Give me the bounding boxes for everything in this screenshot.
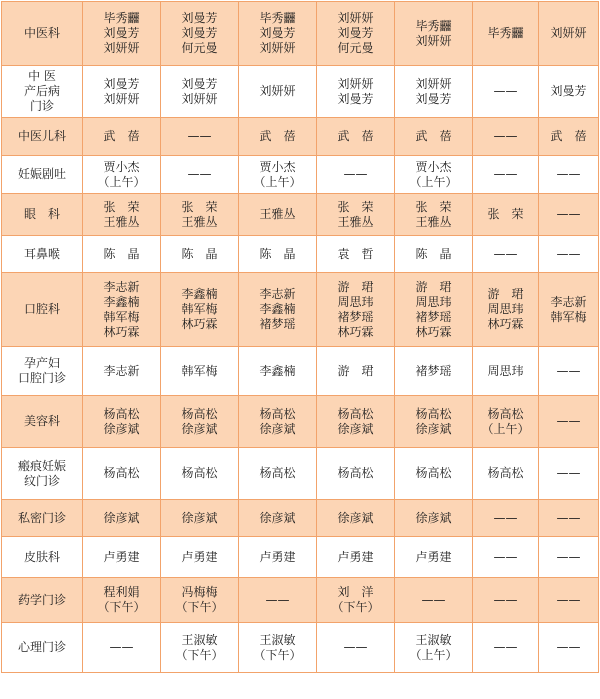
doctor-cell: [473, 537, 539, 578]
doctor-name: 毕秀䨻: [487, 26, 524, 40]
department-cell: [2, 194, 83, 236]
doctor-name: 杨高松: [415, 406, 452, 421]
doctor-name: 张 荣: [103, 199, 140, 214]
doctor-cell: [317, 66, 395, 118]
doctor-name: 徐彦斌: [103, 510, 140, 525]
department-cell: [2, 273, 83, 347]
doctor-cell: [539, 623, 599, 673]
doctor-cell: [395, 623, 473, 673]
doctor-name: 刘曼芳: [181, 26, 218, 40]
doctor-name: （上午）: [253, 174, 302, 189]
doctor-cell: [317, 118, 395, 156]
doctor-name: 刘曼芳: [259, 26, 296, 40]
no-clinic-dash: ——: [493, 84, 518, 98]
department-cell: [2, 396, 83, 448]
doctor-cell: [473, 578, 539, 623]
doctor-name: 李鑫楠: [181, 287, 218, 301]
doctor-name: 何元曼: [181, 41, 218, 55]
department-label: 中 医: [28, 69, 56, 83]
doctor-name: 刘妍妍: [415, 33, 452, 48]
department-label: 口腔科: [23, 302, 60, 316]
doctor-name: 杨高松: [337, 466, 374, 480]
no-clinic-dash: ——: [493, 549, 518, 564]
doctor-cell: [473, 347, 539, 396]
no-clinic-dash: ——: [556, 510, 581, 525]
doctor-cell: [395, 448, 473, 500]
doctor-name: （下午）: [175, 647, 224, 662]
doctor-name: 刘 洋: [337, 585, 374, 599]
doctor-cell: [317, 347, 395, 396]
doctor-name: 卢勇建: [337, 549, 374, 564]
doctor-cell: [83, 194, 161, 236]
doctor-cell: [83, 396, 161, 448]
department-cell: [2, 578, 83, 623]
doctor-cell: [317, 537, 395, 578]
department-label: 私密门诊: [17, 510, 66, 525]
doctor-cell: [395, 66, 473, 118]
no-clinic-dash: ——: [493, 167, 518, 181]
doctor-cell: [395, 2, 473, 66]
doctor-cell: [161, 194, 239, 236]
doctor-name: 李鑫楠: [259, 302, 296, 316]
doctor-cell: [83, 2, 161, 66]
doctor-name: 李志新: [103, 279, 140, 294]
doctor-name: 王雅丛: [103, 214, 140, 229]
department-cell: [2, 500, 83, 537]
doctor-cell: [83, 623, 161, 673]
doctor-name: 张 荣: [487, 207, 524, 221]
doctor-name: 徐彦斌: [415, 421, 452, 436]
doctor-cell: [539, 448, 599, 500]
no-clinic-dash: ——: [556, 414, 581, 428]
doctor-name: 陈 晶: [415, 246, 452, 261]
doctor-cell: [395, 537, 473, 578]
doctor-name: 林巧霖: [415, 324, 452, 339]
no-clinic-dash: ——: [556, 363, 581, 378]
doctor-name: 贾小杰: [259, 159, 296, 174]
doctor-name: 王雅丛: [181, 214, 218, 229]
doctor-cell: [473, 156, 539, 194]
doctor-name: 陈 晶: [181, 246, 218, 261]
doctor-cell: [239, 396, 317, 448]
doctor-name: 徐彦斌: [415, 510, 452, 525]
doctor-name: 卢勇建: [415, 549, 452, 564]
doctor-cell: [395, 500, 473, 537]
doctor-name: 李志新: [259, 287, 296, 301]
no-clinic-dash: ——: [187, 129, 212, 143]
doctor-cell: [317, 156, 395, 194]
doctor-name: 刘妍妍: [103, 91, 140, 106]
doctor-name: 杨高松: [103, 406, 140, 421]
doctor-name: 刘曼芳: [103, 76, 140, 91]
doctor-cell: [239, 194, 317, 236]
doctor-cell: [161, 396, 239, 448]
doctor-name: 刘妍妍: [415, 76, 452, 91]
no-clinic-dash: ——: [265, 592, 290, 607]
doctor-cell: [473, 273, 539, 347]
doctor-name: 卢勇建: [181, 549, 218, 564]
doctor-cell: [539, 578, 599, 623]
doctor-cell: [161, 156, 239, 194]
clinic-schedule-table: [1, 1, 599, 673]
doctor-cell: [83, 118, 161, 156]
doctor-cell: [395, 273, 473, 347]
doctor-name: 武 蓓: [103, 129, 140, 143]
doctor-cell: [473, 500, 539, 537]
doctor-cell: [83, 448, 161, 500]
department-label: 耳鼻喉: [23, 246, 60, 261]
doctor-name: 褚梦瑶: [259, 317, 296, 331]
department-cell: [2, 347, 83, 396]
doctor-name: 武 蓓: [415, 129, 452, 143]
doctor-cell: [317, 194, 395, 236]
doctor-cell: [539, 347, 599, 396]
doctor-name: （上午）: [97, 174, 146, 189]
doctor-name: 王淑敏: [415, 632, 452, 647]
department-cell: [2, 66, 83, 118]
doctor-cell: [395, 347, 473, 396]
doctor-name: 贾小杰: [103, 159, 140, 174]
no-clinic-dash: ——: [493, 246, 518, 261]
doctor-name: 刘曼芳: [337, 91, 374, 106]
doctor-name: （下午）: [175, 600, 224, 614]
schedule-row: [2, 66, 599, 118]
doctor-name: 周思玮: [415, 294, 452, 309]
doctor-name: 韩军梅: [103, 309, 140, 324]
department-cell: [2, 623, 83, 673]
doctor-cell: [317, 448, 395, 500]
doctor-name: 杨高松: [487, 466, 524, 480]
doctor-name: 刘曼芳: [103, 26, 140, 40]
doctor-name: 刘妍妍: [181, 91, 218, 106]
doctor-name: 刘妍妍: [103, 41, 140, 55]
doctor-cell: [395, 396, 473, 448]
doctor-name: 林巧霖: [103, 324, 140, 339]
doctor-name: 刘曼芳: [550, 84, 587, 98]
doctor-name: （下午）: [331, 600, 380, 614]
doctor-cell: [239, 66, 317, 118]
schedule-row: [2, 500, 599, 537]
doctor-name: 韩军梅: [181, 302, 218, 316]
doctor-cell: [539, 194, 599, 236]
doctor-cell: [161, 578, 239, 623]
doctor-name: 游 珺: [337, 279, 374, 294]
doctor-cell: [83, 578, 161, 623]
doctor-name: 徐彦斌: [337, 421, 374, 436]
schedule-row: [2, 2, 599, 66]
doctor-cell: [239, 273, 317, 347]
doctor-name: 陈 晶: [103, 246, 140, 261]
doctor-name: 徐彦斌: [259, 421, 296, 436]
doctor-name: 刘曼芳: [181, 11, 218, 25]
department-label: 口腔门诊: [17, 371, 66, 385]
doctor-name: 张 荣: [181, 199, 218, 214]
department-label: 心理门诊: [17, 640, 66, 654]
schedule-row: [2, 118, 599, 156]
doctor-name: 徐彦斌: [337, 510, 374, 525]
doctor-name: （上午）: [409, 174, 458, 189]
doctor-cell: [161, 347, 239, 396]
doctor-cell: [161, 118, 239, 156]
doctor-name: 王雅丛: [259, 207, 296, 221]
department-cell: [2, 118, 83, 156]
department-label: 皮肤科: [23, 549, 60, 564]
doctor-cell: [317, 2, 395, 66]
doctor-cell: [83, 156, 161, 194]
department-label: 门诊: [29, 99, 54, 113]
doctor-cell: [473, 396, 539, 448]
doctor-cell: [161, 66, 239, 118]
doctor-cell: [239, 623, 317, 673]
doctor-cell: [161, 500, 239, 537]
doctor-cell: [395, 156, 473, 194]
doctor-cell: [539, 118, 599, 156]
schedule-row: [2, 396, 599, 448]
doctor-name: 周思玮: [337, 294, 374, 309]
doctor-cell: [239, 537, 317, 578]
doctor-name: 杨高松: [487, 406, 524, 421]
doctor-name: 刘曼芳: [415, 91, 452, 106]
doctor-name: 杨高松: [181, 466, 218, 480]
doctor-name: 韩军梅: [181, 363, 218, 378]
doctor-name: 刘妍妍: [337, 76, 374, 91]
doctor-name: 徐彦斌: [181, 421, 218, 436]
schedule-row: [2, 448, 599, 500]
doctor-name: 杨高松: [415, 466, 452, 480]
doctor-name: 林巧霖: [487, 317, 524, 331]
no-clinic-dash: ——: [556, 549, 581, 564]
no-clinic-dash: ——: [493, 592, 518, 607]
no-clinic-dash: ——: [421, 592, 446, 607]
doctor-cell: [539, 396, 599, 448]
doctor-name: 李鑫楠: [259, 363, 296, 378]
schedule-row: [2, 273, 599, 347]
department-label: 药学门诊: [17, 592, 66, 607]
doctor-cell: [161, 623, 239, 673]
doctor-name: 游 珺: [337, 363, 374, 378]
doctor-name: 程利娟: [103, 585, 140, 599]
no-clinic-dash: ——: [556, 167, 581, 181]
department-label: 眼 科: [23, 207, 60, 221]
doctor-name: 褚梦瑶: [337, 309, 374, 324]
department-label: 瘢痕妊娠: [17, 458, 66, 473]
schedule-row: [2, 236, 599, 273]
doctor-name: 李志新: [550, 294, 587, 309]
doctor-cell: [239, 236, 317, 273]
doctor-name: 刘妍妍: [259, 84, 296, 98]
department-cell: [2, 2, 83, 66]
doctor-name: 周思玮: [487, 363, 524, 378]
department-label: 纹门诊: [23, 473, 60, 488]
doctor-cell: [539, 500, 599, 537]
doctor-cell: [473, 118, 539, 156]
department-label: 中医科: [23, 26, 60, 40]
department-label: 中医儿科: [17, 129, 66, 143]
doctor-name: 李鑫楠: [103, 294, 140, 309]
no-clinic-dash: ——: [556, 640, 581, 654]
doctor-cell: [539, 2, 599, 66]
doctor-name: 卢勇建: [259, 549, 296, 564]
department-cell: [2, 448, 83, 500]
doctor-name: 周思玮: [487, 302, 524, 316]
doctor-cell: [395, 578, 473, 623]
doctor-name: 杨高松: [181, 406, 218, 421]
schedule-row: [2, 156, 599, 194]
doctor-name: 武 蓓: [550, 129, 587, 143]
doctor-name: 林巧霖: [181, 317, 218, 331]
doctor-cell: [83, 347, 161, 396]
doctor-name: （上午）: [481, 421, 530, 436]
doctor-name: 贾小杰: [415, 159, 452, 174]
doctor-cell: [161, 236, 239, 273]
department-label: 妊娠剧吐: [17, 167, 66, 181]
doctor-name: 徐彦斌: [181, 510, 218, 525]
no-clinic-dash: ——: [493, 640, 518, 654]
no-clinic-dash: ——: [109, 640, 134, 654]
doctor-cell: [161, 273, 239, 347]
doctor-cell: [239, 118, 317, 156]
doctor-cell: [83, 66, 161, 118]
doctor-name: （下午）: [97, 600, 146, 614]
no-clinic-dash: ——: [556, 207, 581, 221]
doctor-cell: [473, 2, 539, 66]
doctor-name: 张 荣: [337, 199, 374, 214]
doctor-cell: [539, 236, 599, 273]
doctor-cell: [539, 66, 599, 118]
no-clinic-dash: ——: [556, 246, 581, 261]
department-label: 产后病: [23, 84, 60, 98]
doctor-cell: [317, 500, 395, 537]
doctor-cell: [83, 273, 161, 347]
doctor-cell: [395, 236, 473, 273]
no-clinic-dash: ——: [343, 167, 368, 181]
doctor-cell: [317, 623, 395, 673]
doctor-name: 林巧霖: [337, 324, 374, 339]
doctor-cell: [473, 448, 539, 500]
doctor-name: 徐彦斌: [259, 510, 296, 525]
schedule-row: [2, 578, 599, 623]
doctor-name: 张 荣: [415, 199, 452, 214]
doctor-cell: [161, 537, 239, 578]
doctor-name: 袁 哲: [337, 246, 374, 261]
no-clinic-dash: ——: [556, 466, 581, 480]
doctor-name: 王淑敏: [259, 632, 296, 647]
doctor-cell: [239, 448, 317, 500]
doctor-name: 褚梦瑶: [415, 363, 452, 378]
schedule-row: [2, 347, 599, 396]
doctor-name: 王雅丛: [337, 214, 374, 229]
department-cell: [2, 537, 83, 578]
schedule-row: [2, 537, 599, 578]
doctor-name: 杨高松: [259, 406, 296, 421]
doctor-name: 刘曼芳: [337, 26, 374, 40]
doctor-name: 卢勇建: [103, 549, 140, 564]
doctor-name: 刘妍妍: [337, 11, 374, 25]
no-clinic-dash: ——: [493, 129, 518, 143]
doctor-name: 杨高松: [337, 406, 374, 421]
schedule-row: [2, 194, 599, 236]
schedule-body: [2, 2, 599, 673]
doctor-name: 王雅丛: [415, 214, 452, 229]
doctor-name: 游 珺: [415, 279, 452, 294]
doctor-cell: [539, 537, 599, 578]
department-cell: [2, 236, 83, 273]
doctor-cell: [317, 578, 395, 623]
doctor-name: 李志新: [103, 363, 140, 378]
no-clinic-dash: ——: [493, 510, 518, 525]
doctor-name: 武 蓓: [259, 129, 296, 143]
doctor-cell: [317, 396, 395, 448]
doctor-name: 杨高松: [259, 466, 296, 480]
doctor-name: （上午）: [409, 647, 458, 662]
doctor-name: （下午）: [253, 647, 302, 662]
doctor-name: 武 蓓: [337, 129, 374, 143]
department-label: 美容科: [23, 414, 60, 428]
doctor-cell: [161, 2, 239, 66]
doctor-name: 褚梦瑶: [415, 309, 452, 324]
doctor-name: 毕秀䨻: [103, 11, 140, 25]
doctor-cell: [395, 194, 473, 236]
doctor-name: 陈 晶: [259, 246, 296, 261]
doctor-name: 徐彦斌: [103, 421, 140, 436]
doctor-cell: [473, 236, 539, 273]
doctor-cell: [83, 500, 161, 537]
doctor-name: 毕秀䨻: [259, 11, 296, 25]
department-cell: [2, 156, 83, 194]
doctor-cell: [317, 273, 395, 347]
doctor-cell: [473, 194, 539, 236]
doctor-cell: [83, 236, 161, 273]
doctor-cell: [239, 578, 317, 623]
doctor-name: 何元曼: [337, 41, 374, 55]
doctor-cell: [161, 448, 239, 500]
doctor-name: 毕秀䨻: [415, 18, 452, 33]
doctor-name: 杨高松: [103, 466, 140, 480]
doctor-cell: [83, 537, 161, 578]
schedule-row: [2, 623, 599, 673]
doctor-cell: [539, 273, 599, 347]
no-clinic-dash: ——: [187, 167, 212, 181]
doctor-name: 韩军梅: [550, 309, 587, 324]
no-clinic-dash: ——: [343, 640, 368, 654]
doctor-cell: [239, 500, 317, 537]
doctor-cell: [239, 156, 317, 194]
doctor-name: 刘曼芳: [181, 76, 218, 91]
doctor-cell: [239, 2, 317, 66]
doctor-name: 刘妍妍: [259, 41, 296, 55]
doctor-cell: [395, 118, 473, 156]
doctor-name: 游 珺: [487, 287, 524, 301]
doctor-cell: [539, 156, 599, 194]
doctor-cell: [239, 347, 317, 396]
doctor-cell: [473, 623, 539, 673]
doctor-name: 刘妍妍: [550, 26, 587, 40]
doctor-name: 冯梅梅: [181, 585, 218, 599]
department-label: 孕产妇: [23, 356, 60, 370]
doctor-cell: [473, 66, 539, 118]
doctor-name: 王淑敏: [181, 632, 218, 647]
no-clinic-dash: ——: [556, 592, 581, 607]
doctor-cell: [317, 236, 395, 273]
